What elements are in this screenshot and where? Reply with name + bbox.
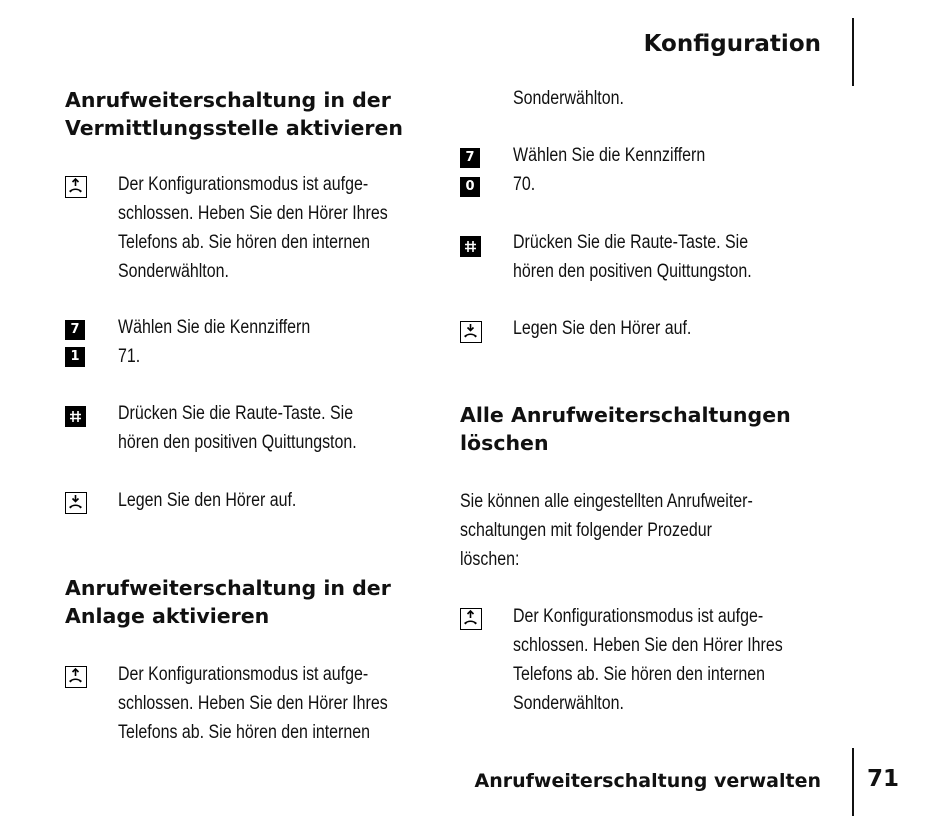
section-heading-exchange-forwarding: Anrufweiterschaltung in der Vermittlungsstelle aktivieren bbox=[65, 88, 404, 140]
digit-key-0: 0 bbox=[460, 177, 480, 197]
footer-divider-line bbox=[852, 748, 854, 816]
handset-hangup-icon bbox=[65, 492, 87, 514]
step-text-press-hash: Drücken Sie die Raute-Taste. Sie hören den positiven Quittungston. bbox=[513, 232, 752, 282]
step-text-lift-handset: Der Konfigurationsmodus ist aufge- schlossen. Heben Sie den Hörer Ihres Telefons ab. Sie hören den internen bbox=[118, 664, 388, 743]
digit-key-7: 7 bbox=[65, 320, 85, 340]
handset-lift-icon bbox=[460, 608, 482, 630]
step-text-hang-up: Legen Sie den Hörer auf. bbox=[513, 318, 692, 339]
digit-key-1: 1 bbox=[65, 347, 85, 367]
step-text-dial-code: Wählen Sie die Kennziffern 70. bbox=[513, 145, 706, 195]
footer-chapter-title: Anrufweiterschaltung verwalten bbox=[474, 770, 821, 792]
section-intro-text: Sie können alle eingestellten Anrufweiter- schaltungen mit folgender Prozedur löschen: bbox=[460, 491, 753, 570]
handset-lift-icon bbox=[65, 176, 87, 198]
step-text-press-hash: Drücken Sie die Raute-Taste. Sie hören den positiven Quittungston. bbox=[118, 403, 357, 453]
handset-lift-icon bbox=[65, 666, 87, 688]
continued-text: Sonderwählton. bbox=[513, 88, 624, 109]
step-text-dial-code: Wählen Sie die Kennziffern 71. bbox=[118, 317, 311, 367]
page-number: 71 bbox=[867, 766, 900, 792]
step-text-hang-up: Legen Sie den Hörer auf. bbox=[118, 490, 297, 511]
header-divider-line bbox=[852, 18, 854, 86]
hash-key-icon bbox=[460, 236, 481, 257]
section-heading-system-forwarding: Anrufweiterschaltung in der Anlage aktivieren bbox=[65, 576, 391, 628]
digit-key-7: 7 bbox=[460, 148, 480, 168]
handset-hangup-icon bbox=[460, 321, 482, 343]
hash-key-icon bbox=[65, 406, 86, 427]
page-section-title: Konfiguration bbox=[643, 31, 821, 57]
step-text-lift-handset: Der Konfigurationsmodus ist aufge- schlossen. Heben Sie den Hörer Ihres Telefons ab. Sie hören den internen Sonderwählton. bbox=[513, 606, 783, 714]
step-text-lift-handset: Der Konfigurationsmodus ist aufge- schlossen. Heben Sie den Hörer Ihres Telefons ab. Sie hören den internen Sonderwählton. bbox=[118, 174, 388, 282]
section-heading-delete-all-forwarding: Alle Anrufweiterschaltungen löschen bbox=[460, 403, 791, 455]
